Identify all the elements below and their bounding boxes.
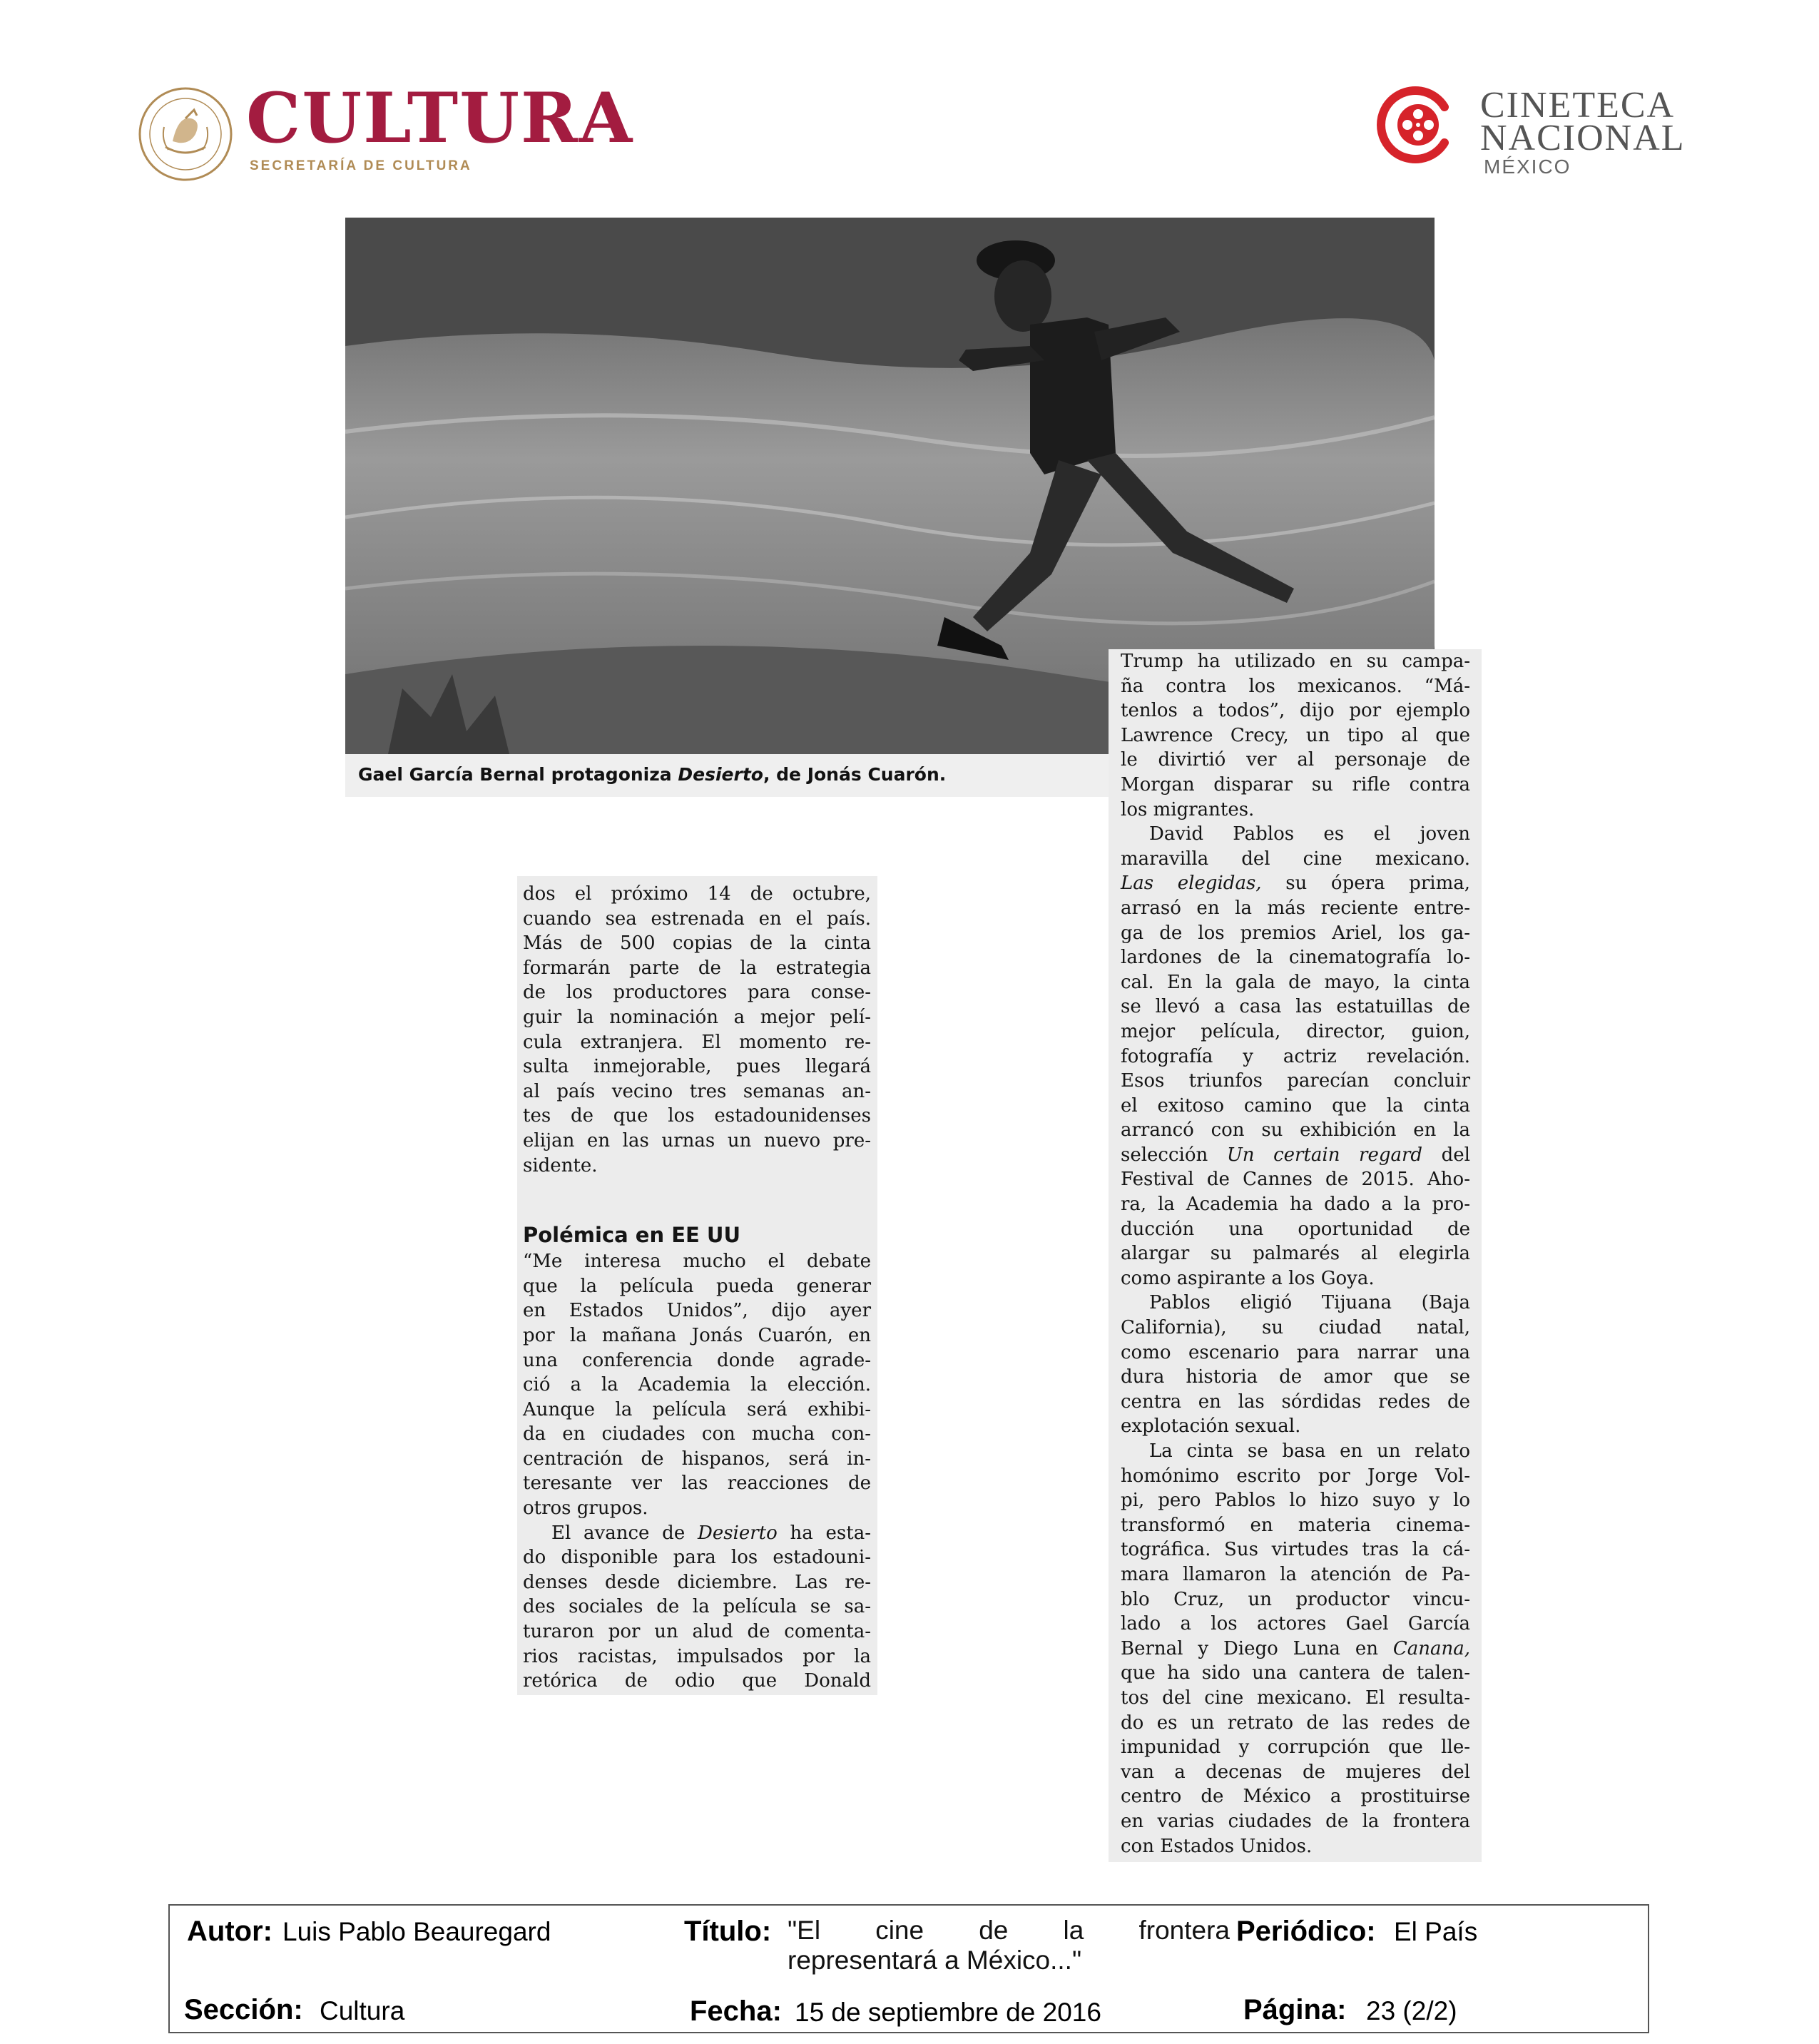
text-line: pi, pero Pablos lo hizo suyo y lo: [1121, 1490, 1470, 1512]
text-line: Más de 500 copias de la cinta: [523, 932, 871, 955]
cineteca-line1: CINETECA: [1480, 85, 1676, 126]
text-line: selección Un certain regard del: [1121, 1144, 1470, 1166]
text-line: como aspirante a los Goya.: [1121, 1267, 1375, 1289]
text-line: Lawrence Crecy, un tipo al que: [1121, 724, 1470, 746]
cultura-wordmark: CULTURA: [246, 78, 634, 158]
article-column-middle: [517, 876, 877, 1695]
text-line: arrancó con su exhibición en la: [1121, 1119, 1470, 1142]
text-line: mejor película, director, guion,: [1121, 1020, 1470, 1042]
text-line: en Estados Unidos”, dijo ayer: [523, 1300, 871, 1322]
cineteca-logo: [1377, 80, 1712, 180]
text-line: Festival de Cannes de 2015. Aho-: [1121, 1169, 1470, 1191]
cultura-subtitle: SECRETARÍA DE CULTURA: [250, 158, 472, 173]
text-line: do disponible para los estadouni-: [523, 1547, 871, 1569]
text-line: David Pablos es el joven: [1149, 823, 1470, 845]
text-line: centración de hispanos, será in-: [523, 1448, 871, 1470]
text-line: Esos triunfos parecían concluir: [1121, 1070, 1470, 1092]
text-line: al país vecino tres semanas an-: [523, 1080, 871, 1102]
paragraph-pablos: [1121, 822, 1470, 871]
text-line: ra, la Academia ha dado a la pro-: [1121, 1194, 1470, 1216]
text-line: do es un retrato de las redes de: [1121, 1712, 1470, 1734]
text-line: lardones de la cinematografía lo-: [1121, 947, 1470, 969]
fecha-label: Fecha:: [690, 1995, 782, 2027]
mexico-seal-icon: [136, 84, 235, 184]
text-line: de los productores para conse-: [523, 982, 871, 1004]
text-line: los migrantes.: [1121, 798, 1255, 820]
text-line: guir la nominación a mejor pelí-: [523, 1006, 871, 1028]
text-line: como escenario para narrar una: [1121, 1341, 1470, 1363]
text-line: des sociales de la película se sa-: [523, 1596, 871, 1618]
text-line: California), su ciudad natal,: [1121, 1317, 1470, 1339]
text-line: cuando sea estrenada en el país.: [523, 907, 871, 930]
text-line: que la película pueda generar: [523, 1275, 871, 1297]
text-line: que ha sido una cantera de talen-: [1121, 1662, 1470, 1684]
text-line: en varias ciudades de la frontera: [1121, 1810, 1470, 1832]
text-line: le divirtió ver al personaje de: [1121, 749, 1470, 771]
text-line: van a decenas de mujeres del: [1121, 1761, 1470, 1783]
text-line: ga de los premios Ariel, los ga-: [1121, 922, 1470, 944]
periodico-label: Periódico:: [1236, 1916, 1376, 1947]
text-line: cula extranjera. El momento re-: [523, 1031, 871, 1053]
cultura-logo: [136, 78, 634, 184]
text-line: maravilla del cine mexicano.: [1121, 848, 1470, 870]
text-line: otros grupos.: [523, 1498, 648, 1520]
text-line: tográfica. Sus virtudes tras la cá-: [1121, 1539, 1470, 1561]
text-line: se llevó a casa las estatuillas de: [1121, 996, 1470, 1018]
text-line: “Me interesa mucho el debate: [523, 1251, 871, 1273]
text-line: tes de que los estadounidenses: [523, 1105, 871, 1127]
metadata-table: [168, 1904, 1649, 2033]
text-line: centro de México a prostituirse: [1121, 1786, 1470, 1808]
photo-caption: [345, 754, 1109, 797]
paragraph-continuation: [523, 882, 871, 1178]
text-line: Aunque la película será exhibi-: [523, 1398, 871, 1420]
text-line: por la mañana Jonás Cuarón, en: [523, 1324, 871, 1346]
paragraph-relato: [1121, 1439, 1470, 1637]
pagina-value: 23 (2/2): [1366, 1996, 1457, 2025]
text-line: turaron por un alud de comenta-: [523, 1621, 871, 1643]
text-line: sidente.: [523, 1154, 598, 1176]
caption-suffix: , de Jonás Cuarón.: [763, 764, 947, 785]
text-line: cal. En la gala de mayo, la cinta: [1121, 971, 1470, 993]
text-line: mara llamaron la atención de Pa-: [1121, 1563, 1470, 1585]
text-line: con Estados Unidos.: [1121, 1835, 1313, 1857]
caption-prefix: Gael García Bernal protagoniza: [358, 764, 678, 785]
text-line: rios racistas, impulsados por la: [523, 1645, 871, 1667]
pagina-label: Página:: [1243, 1994, 1347, 2025]
text-line: da en ciudades con mucha con-: [523, 1423, 871, 1445]
text-line: Morgan disparar su rifle contra: [1121, 773, 1470, 795]
text-line: tos del cine mexicano. El resulta-: [1121, 1687, 1470, 1709]
text-line: dura historia de amor que se: [1121, 1366, 1470, 1388]
text-line: elijan en las urnas un nuevo pre-: [523, 1129, 871, 1151]
paragraph-trump: [1121, 649, 1470, 822]
text-line: sulta inmejorable, pues llegará: [523, 1056, 871, 1078]
text-line: formarán parte de la estrategia: [523, 957, 871, 979]
periodico-value: El País: [1394, 1917, 1478, 1946]
text-line: Bernal y Diego Luna en Canana,: [1121, 1637, 1470, 1659]
titulo-value: "El cine de la frontera representará a México...": [788, 1916, 1230, 1975]
article-column-right: [1109, 649, 1482, 1862]
text-line: el exitoso camino que la cinta: [1121, 1094, 1470, 1117]
seccion-label: Sección:: [184, 1994, 303, 2025]
text-line: una conferencia donde agrade-: [523, 1349, 871, 1371]
paragraph-quote: [523, 1249, 871, 1521]
text-line: arrasó en la más reciente entre-: [1121, 897, 1470, 919]
text-line: centra en las sórdidas redes de: [1121, 1390, 1470, 1413]
text-line: ña contra los mexicanos. “Má-: [1121, 675, 1470, 697]
autor-label: Autor:: [187, 1916, 272, 1947]
cineteca-line3: MÉXICO: [1484, 156, 1571, 178]
text-line: dos el próximo 14 de octubre,: [523, 883, 871, 905]
text-line: ció a la Academia la elección.: [523, 1374, 871, 1396]
text-line: Trump ha utilizado en su campa-: [1121, 651, 1470, 672]
text-line: tenlos a todos”, dijo por ejemplo: [1121, 700, 1470, 722]
text-line: La cinta se basa en un relato: [1149, 1440, 1470, 1462]
paragraph-trailer: [523, 1545, 871, 1694]
titulo-label: Título:: [684, 1916, 772, 1947]
text-line: homónimo escrito por Jorge Vol-: [1121, 1465, 1470, 1487]
text-line: explotación sexual.: [1121, 1415, 1301, 1438]
text-line: El avance de Desierto ha esta-: [551, 1522, 871, 1544]
text-line: fotografía y actriz revelación.: [1121, 1045, 1470, 1067]
cineteca-line2: NACIONAL: [1480, 118, 1686, 158]
fecha-value: 15 de septiembre de 2016: [795, 1998, 1101, 2027]
text-line: impunidad y corrupción que lle-: [1121, 1737, 1470, 1759]
text-line: retórica de odio que Donald: [523, 1670, 871, 1692]
text-line: alargar su palmarés al elegirla: [1121, 1243, 1470, 1265]
autor-value: Luis Pablo Beauregard: [282, 1917, 551, 1946]
seccion-value: Cultura: [320, 1996, 405, 2025]
subheading: Polémica en EE UU: [523, 1223, 741, 1248]
caption-film-title: Desierto: [678, 764, 763, 785]
text-line: transformó en materia cinema-: [1121, 1514, 1470, 1536]
text-line: blo Cruz, un productor vincu-: [1121, 1588, 1470, 1610]
text-line: lado a los actores Gael García: [1121, 1613, 1470, 1635]
text-line: Pablos eligió Tijuana (Baja: [1149, 1292, 1470, 1314]
text-line: ducción una oportunidad de: [1121, 1218, 1470, 1240]
text-line: denses desde diciembre. Las re-: [523, 1571, 871, 1593]
text-line: Las elegidas, su ópera prima,: [1121, 873, 1470, 895]
paragraph-tijuana: [1121, 1291, 1470, 1439]
text-line: teresante ver las reacciones de: [523, 1473, 871, 1495]
film-reel-icon: [1377, 86, 1455, 164]
